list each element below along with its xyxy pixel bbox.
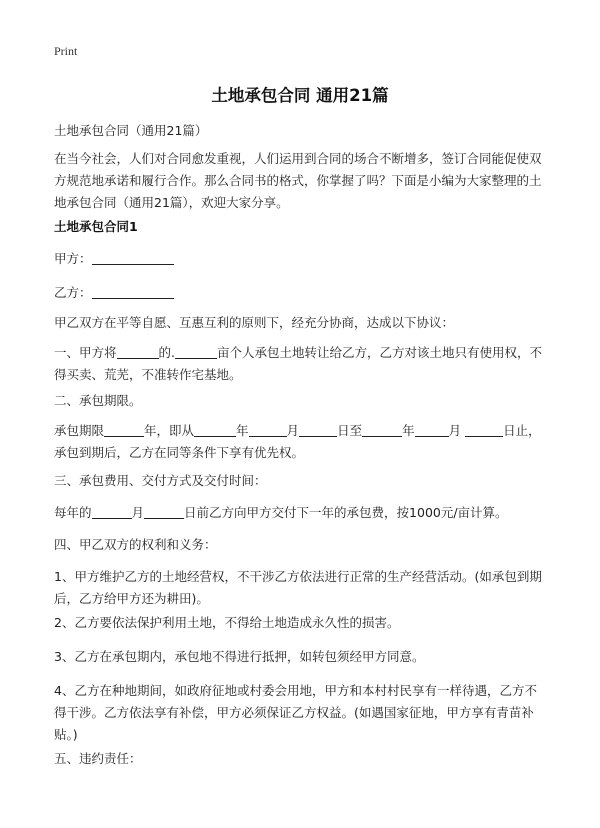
clause-3-title: 三、承包费用、交付方式及交付时间：	[54, 473, 267, 488]
clause-4-item: 2、乙方要依法保护利用土地，不得给土地造成永久性的损害。	[54, 615, 400, 630]
clause-4-item: 1、甲方维护乙方的土地经营权，不干涉乙方依法进行正常的生产经营活动。(如承包到期后，乙方给甲方还为耕田)。	[54, 569, 542, 606]
clause-1-blank-2	[175, 344, 217, 359]
clause-2-text-8: 日止，承包到期后，乙方在同等条件下享有优先权。	[54, 423, 541, 460]
party-a-line	[54, 248, 546, 270]
intro-paragraph: 在当今社会，人们对合同愈发重视，人们运用到合同的场合不断增多，签订合同能促使双方规范地承诺和履行合作。那么合同书的格式，你掌握了吗？下面是小编为大家整理的土地承包合同（通用21篇），欢迎大家分享。	[54, 151, 542, 210]
clause-1-blank-1	[117, 344, 159, 359]
clause-2-blank-1	[104, 422, 144, 437]
clause-4-item: 3、乙方在承包期内，承包地不得进行抵押，如转包须经甲方同意。	[54, 649, 425, 664]
preamble: 甲乙双方在平等自愿、互惠互利的原则下，经充分协商，达成以下协议：	[54, 315, 455, 330]
clause-2-text-1: 承包期限	[54, 423, 105, 438]
clause-3-text-1: 每年的	[54, 505, 92, 520]
clause-3-blank-2	[144, 504, 184, 519]
clause-1-text-1: 一、甲方将	[54, 345, 117, 360]
clause-2-blank-6	[415, 422, 449, 437]
intro-subtitle: 土地承包合同（通用21篇）	[54, 123, 208, 138]
clause-2-text-2: 年，即从	[144, 423, 195, 438]
clause-1	[54, 342, 546, 386]
party-b-blank	[92, 284, 174, 299]
clause-4-item: 4、乙方在种地期间，如政府征地或村委会用地，甲方和本村村民享有一样待遇，乙方不得干涉。乙方依法享有补偿，甲方必须保证乙方权益。(如遇国家征地，甲方享有青苗补贴。)	[54, 683, 537, 742]
clause-3-text-3: 日前乙方向甲方交付下一年的承包费，按1000元/亩计算。	[184, 505, 508, 520]
clause-1-text-2: 的.	[158, 345, 175, 360]
party-a-label: 甲方：	[54, 251, 92, 266]
clause-2-text-7: 月	[448, 423, 462, 438]
clause-2-blank-4	[299, 422, 337, 437]
print-label: Print	[54, 44, 78, 58]
clause-2-title: 二、承包期限。	[54, 393, 142, 408]
clause-4-title: 四、甲乙双方的权利和义务：	[54, 537, 217, 552]
clause-1-text-3: 亩个人承包土地转让给乙方，乙方对该土地只有使用权，不得买卖、荒芜，不准转作宅基地。	[54, 345, 543, 382]
clause-3-text-2: 月	[131, 505, 145, 520]
party-b-line	[54, 282, 546, 304]
document-title: 土地承包合同 通用21篇	[211, 86, 389, 105]
clause-3	[54, 502, 546, 524]
party-a-blank	[92, 250, 174, 265]
clause-2-blank-2	[194, 422, 236, 437]
clause-2	[54, 420, 546, 464]
clause-5-title: 五、违约责任：	[54, 751, 142, 766]
clause-2-text-5: 日至	[337, 423, 363, 438]
clause-2-blank-7	[465, 422, 503, 437]
clause-2-text-6: 年	[402, 423, 415, 438]
contract-heading: 土地承包合同1	[54, 219, 138, 234]
clause-2-text-3: 年	[236, 423, 249, 438]
clause-2-text-4: 月	[286, 423, 300, 438]
clause-2-blank-5	[362, 422, 402, 437]
clause-2-blank-3	[249, 422, 287, 437]
clause-3-blank-1	[92, 504, 132, 519]
party-b-label: 乙方：	[54, 285, 92, 300]
